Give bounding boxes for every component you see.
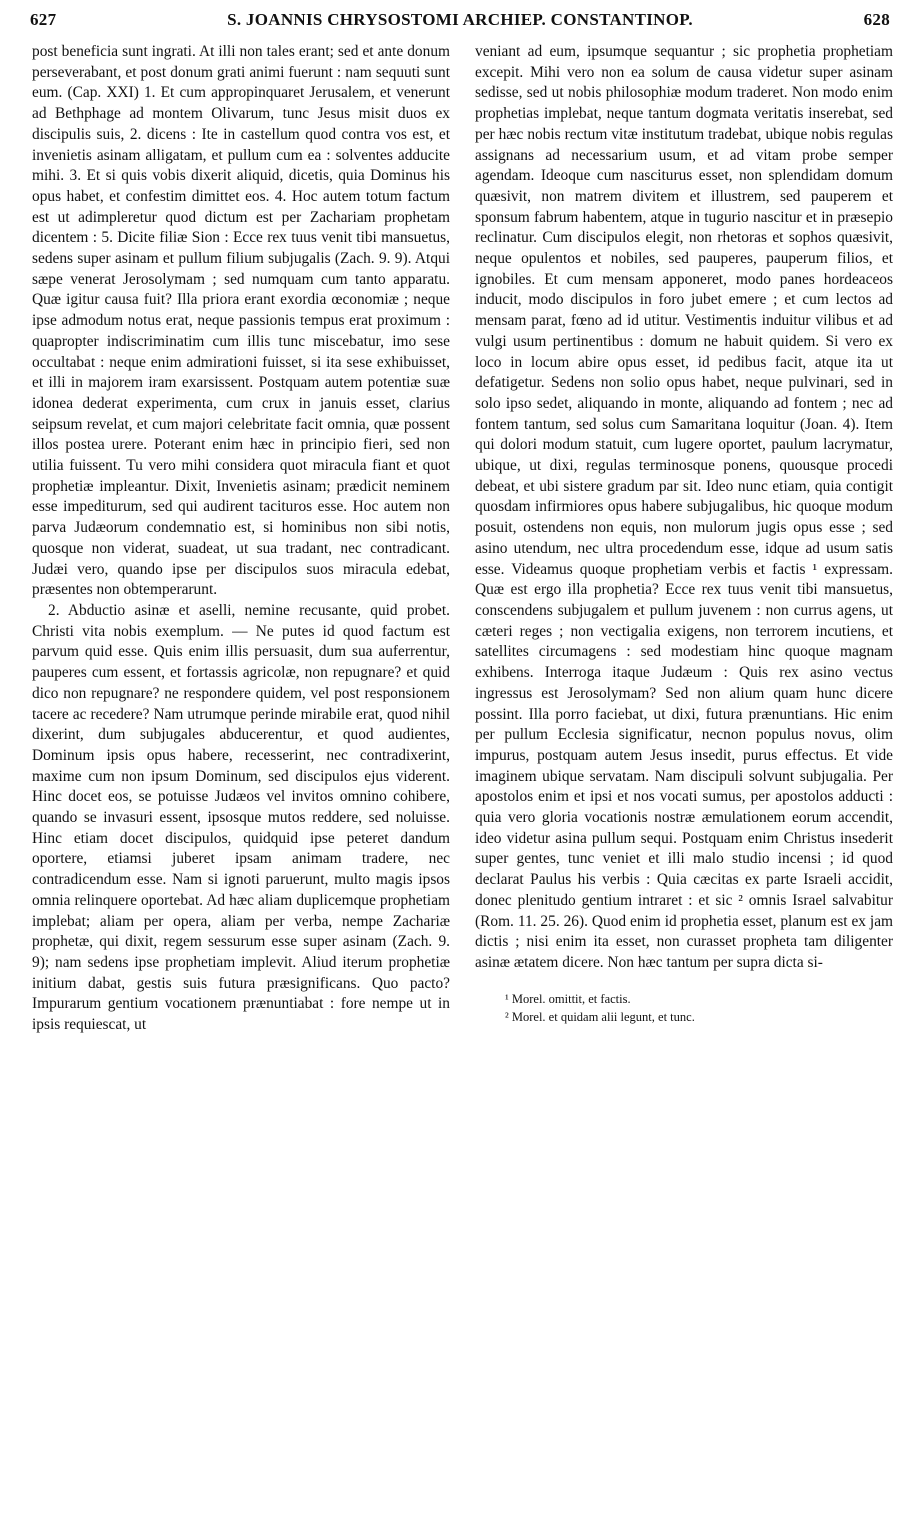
right-column xyxy=(475,42,893,1026)
paragraph: post beneficia sunt ingrati. At illi non tales erant; sed et ante donum perseverabant, et post donum grati animi fuerunt : nam sequuti sunt eum. (Cap. XXI) 1. Et cum appropinquaret Jerusalem, et venerunt ad Bethphage ad montem Olivarum, tunc Jesus misit duos ex discipulis suis, 2. dicens : Ite in castellum quod contra vos est, et invenietis asinam alligatam, et pullum cum ea : solventes adducite mihi. 3. Et si quis vobis dixerit aliquid, dicetis, quia Dominus his opus habet, et confestim dimittet eos. 4. Hoc autem totum factum est ut adimpleretur quod dictum est per Zachariam prophetam dicentem : 5. Dicite filiæ Sion : Ecce rex tuus venit tibi mansuetus, sedens super asinam et pullum filium subjugalis (Zach. 9. 9). Atqui sæpe venerat Jerosolymam ; sed numquam cum tanto apparatu. Quæ igitur causa fuit? Illa priora erant exordia œconomiæ ; neque ipse admodum notus erat, neque passionis tempus erat proximum : quapropter indiscriminatim cum illis tunc miscebatur, imo sese occultabat : neque enim admirationi fuisset, si ita sese exhibuisset, et illi in majorem iram exarsissent. Postquam autem potentiæ suæ idonea dederat experimenta, cum crux in januis esset, clarius seipsum revelat, et cum majori celebritate facit omnia, quæ possent illos postea urere. Poterant enim hæc in principio fieri, sed non utilia fuissent. Tu vero mihi considera quot miracula fiant et quot prophetiæ impleantur. Dixit, Invenietis asinam; prædicit neminem esse impediturum, sed qui audirent tacituros esse. Hoc autem non parva Judæorum condemnatio est, si hominibus non sibi notis, quosque non viderat, suadeat, ut sua tradant, nec contradicant. Judæi vero, quando ipse per discipulos suos miracula edebat, præsentes non obtemperarunt. xyxy=(32,43,450,599)
footnotes xyxy=(475,990,893,1026)
footnote: ² Morel. et quidam alii legunt, et tunc. xyxy=(505,1009,695,1024)
left-column xyxy=(32,42,450,1036)
page-number-left: 627 xyxy=(30,10,57,29)
section-paragraph: 2. Abductio asinæ et aselli, nemine recusante, quid probet. Christi vita nobis exemplum. — Ne putes id quod factum est parvum quid esse. Quis enim illis persuasit, dum sua auferrentur, pauperes cum essent, et fortassis agricolæ, non repugnare? et quid dico non repugnare? ne respondere quidem, vel post responsionem tacere ac recedere? Nam utrumque perinde mirabile erat, quod nihil dixerint, dum subjugales abducerentur, et quod audientes, Dominum ipsis opus habere, recesserint, nec contradixerint, maxime cum non ipsum Dominum, sed discipulos ejus viderent. Hinc docet eos, se potuisse Judæos vel invitos omnino cohibere, quando se invasuri essent, ipsosque mutos reddere, sed noluisse. Hinc etiam docet discipulos, quidquid ipse peteret dandum oportere, etiamsi juberet ipsam animam tradere, nec contradicendum esse. Nam si ignoti paruerunt, multo magis ipsos omnia relinquere oportebat. Ad hæc aliam duplicemque prophetiam implebat; aliam per opera, aliam per verba, nempe Zachariæ prophetæ, qui dixit, regem sessurum esse super asinam (Zach. 9. 9); nam sedens ipse prophetiam implevit. Aliud iterum prophetiæ initium dabat, gestis suis futura præsignificans. Quo pacto? Impurarum gentium vocationem prænuntiabat : fore nempe ut in ipsis requiescat, ut xyxy=(32,601,450,1034)
running-head-title: S. JOANNIS CHRYSOSTOMI ARCHIEP. CONSTANTINOP. xyxy=(227,10,693,29)
page-number-right: 628 xyxy=(863,10,890,29)
running-header xyxy=(30,10,890,36)
footnote: ¹ Morel. omittit, et factis. xyxy=(505,991,631,1006)
paragraph: veniant ad eum, ipsumque sequantur ; sic prophetia prophetiam excepit. Mihi vero non ea solum de causa videtur super asinam sedisse, sed ut nobis philosophiæ modum traderet. Non modo enim prophetias implebat, neque tantum dogmata veritatis inserebat, sed per hæc nobis rectum vitæ institutum tradebat, ubique nobis regulas assignans ad necessarium usum, et ad vitam probe semper agendam. Ideoque cum nasciturus esset, non splendidam domum quæsivit, non matrem divitem et illustrem, sed pauperem et sponsum fabrum habentem, atque in tugurio nascitur et in præsepio reclinatur. Cum discipulos elegit, non rhetoras et sophos quæsivit, neque opulentos et nobiles, sed pauperes, pauperum filios, et ignobiles. Et cum mensam apponeret, modo panes hordeaceos inducit, modo discipulos in foro jubet emere ; et cum lectos ad mensam parat, fœno ad id utitur. Vestimentis induitur vilibus et ad vulgi usum pertinentibus : domum ne habuit quidem. Si vero ex loco in locum abire opus esset, id pedibus facit, atque ita ut defatigetur. Sedens non solio opus habet, neque pulvinari, sed in solo ipso sedet, aliquando in monte, aliquando ad fontem ; nec ad fontem tantum, sed solus cum Samaritana loquitur (Joan. 4). Item qui dolori modum statuit, cum lugere oportet, paulum lacrymatur, ubique, ut dixi, regulas terminosque ponens, quousque procedi debeat, et ubi sistere gradum par sit. Ideo nunc etiam, quia contigit quosdam infirmiores opus habere subjugalibus, hic quoque modum posuit, ostendens non equis, non mulorum jugis opus esse ; sed asino utendum, nec ultra procedendum esse, idque ad usum satis esse. Videamus quoque prophetiam verbis et factis ¹ expressam. Quæ est ergo illa prophetia? Ecce rex tuus venit tibi mansuetus, conscendens subjugalem et pullum juvenem : non currus agens, ut cæteri reges ; non vectigalia exigens, non terrorem incutiens, et satellites circumagens : sed modestiam hinc quoque magnam exhibens. Interroga itaque Judæum : Quis rex asino vectus ingressus est Jerosolymam? Sed non alium quam hunc dicere possint. Illa porro faciebat, ut dixi, futura prænuntians. Hic enim per pullum Ecclesia significatur, necnon populus novus, olim impurus, postquam autem Jesus insedit, purus effectus. Et vide imaginem ubique servatam. Nam discipuli solvunt subjugalia. Per apostolos enim et ipsi et nos vocati sumus, per apostolos adducti : quia vero gloria vocationis nostræ æmulationem eorum accendit, ideo videtur asina pullum sequi. Postquam enim Christus insederit super gentes, tunc veniet et illi malo studio incensi ; id quod declarat Paulus his verbis : Quia cæcitas ex parte Israeli accidit, donec plenitudo gentium intraret : et sic ² omnis Israel salvabitur (Rom. 11. 25. 26). Quod enim id prophetia esset, planum est ex jam dictis ; nisi enim ita esset, non curasset propheta tam diligenter asinæ ætatem dicere. Non hæc tantum per supra dicta si- xyxy=(475,43,893,971)
